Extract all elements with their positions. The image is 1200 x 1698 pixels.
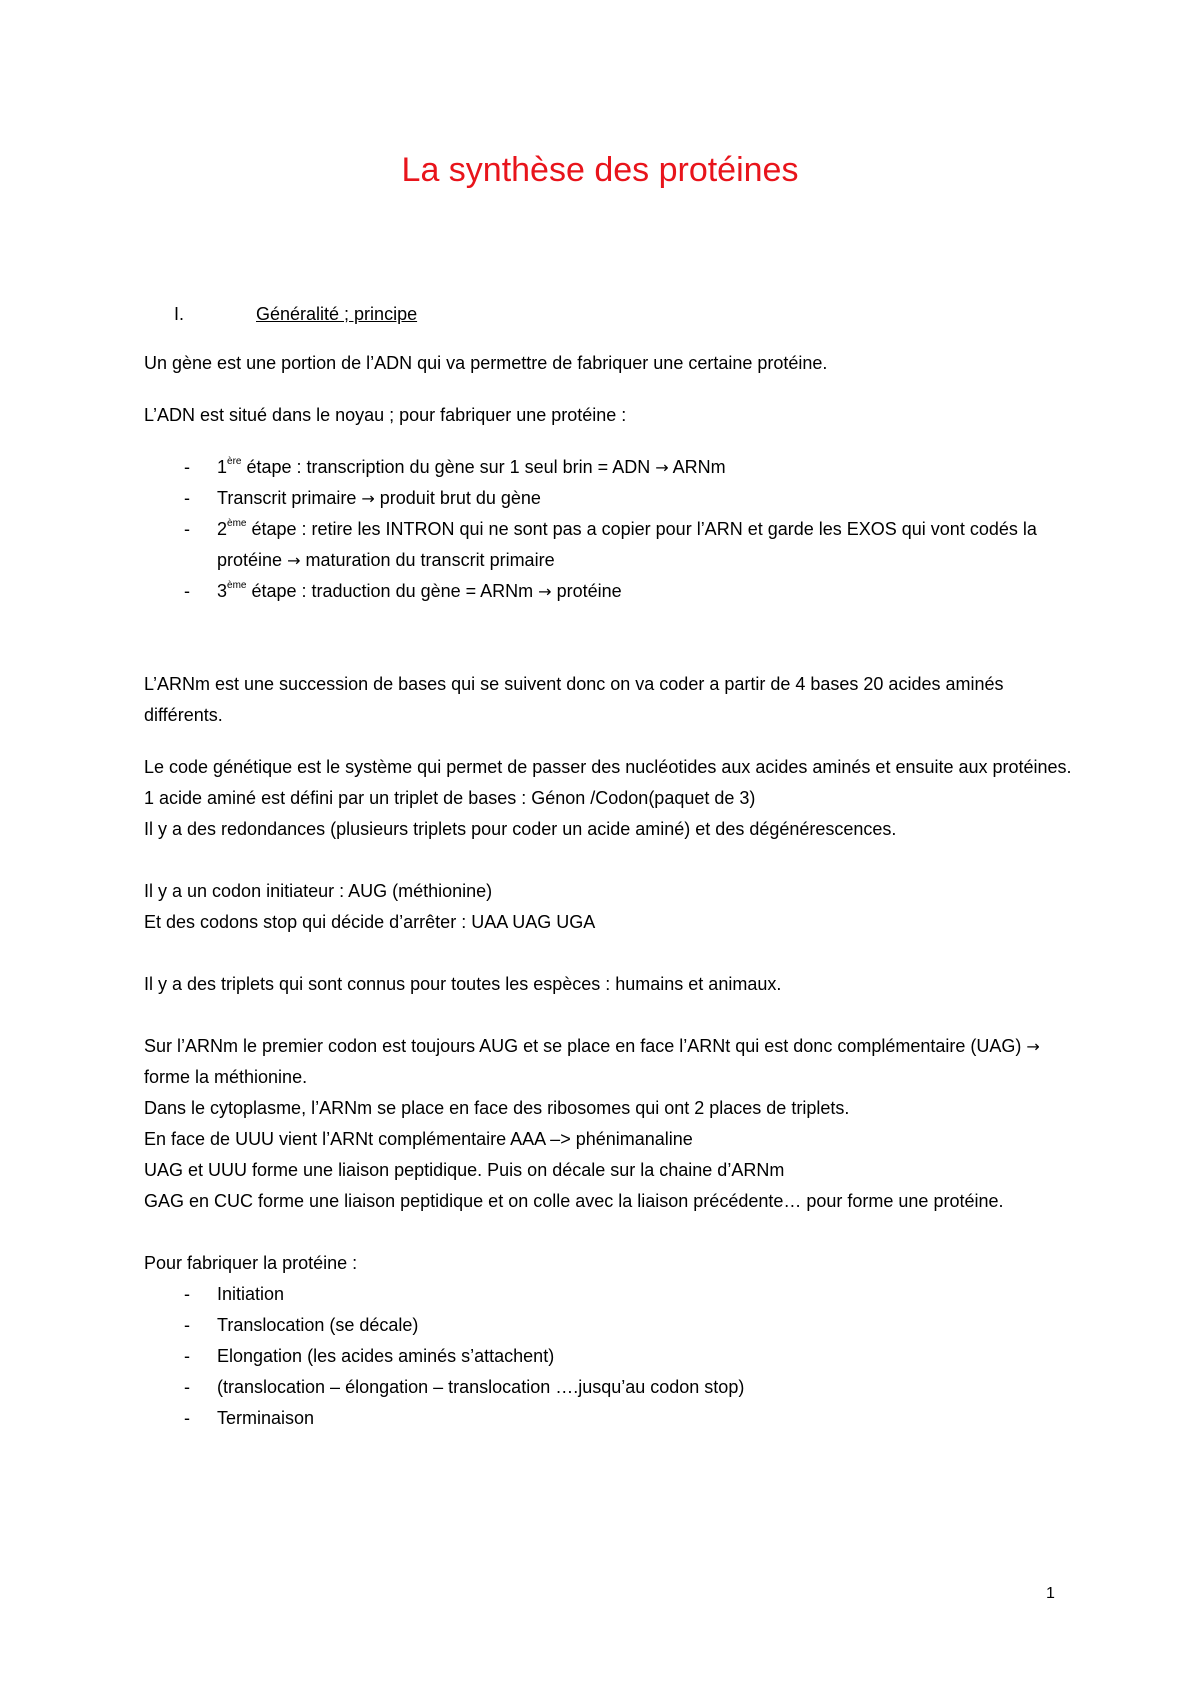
arrow-right-icon: → <box>655 458 669 477</box>
paragraph: Pour fabriquer la protéine : <box>144 1253 358 1273</box>
arrow-right-icon: → <box>538 582 552 601</box>
paragraph: Le code génétique est le système qui permet de passer des nucléotides aux acides aminés et ensuite aux protéines. <box>144 757 1072 777</box>
paragraph: GAG en CUC forme une liaison peptidique et on colle avec la liaison précédente… pour forme une protéine. <box>144 1191 1004 1211</box>
arrow-right-icon: → <box>361 489 375 508</box>
arrow-right-icon: → <box>1026 1037 1040 1056</box>
paragraph: Il y a des redondances (plusieurs triplets pour coder un acide aminé) et des dégénérescences. <box>144 819 897 839</box>
document-body <box>144 348 1074 1434</box>
paragraph: L’ARNm est une succession de bases qui se suivent donc on va coder a partir de 4 bases 20 acides aminés différents. <box>144 674 1004 725</box>
list-item: - Initiation <box>184 1284 285 1304</box>
paragraph: Il y a des triplets qui sont connus pour toutes les espèces : humains et animaux. <box>144 974 782 994</box>
paragraph: Sur l’ARNm le premier codon est toujours AUG et se place en face l’ARNt qui est donc complémentaire (UAG) → forme la méthionine. <box>144 1036 1040 1087</box>
translation-steps-list <box>144 1279 1074 1434</box>
list-item: - Translocation (se décale) <box>184 1315 419 1335</box>
list-item: - Transcrit primaire → produit brut du gène <box>184 488 541 508</box>
list-item: - Terminaison <box>184 1408 315 1428</box>
paragraph: Un gène est une portion de l’ADN qui va permettre de fabriquer une certaine protéine. <box>144 353 828 373</box>
steps-list <box>144 452 1074 607</box>
section-title: Généralité ; principe <box>256 304 418 324</box>
document-title: La synthèse des protéines <box>401 151 799 189</box>
paragraph: UAG et UUU forme une liaison peptidique. Puis on décale sur la chaine d’ARNm <box>144 1160 785 1180</box>
paragraph: Il y a un codon initiateur : AUG (méthionine) <box>144 881 493 901</box>
paragraph: Et des codons stop qui décide d’arrêter : UAA UAG UGA <box>144 912 596 932</box>
list-item: - 2ème étape : retire les INTRON qui ne sont pas a copier pour l’ARN et garde les EXOS qui vont codés la protéine → maturation du transcrit primaire <box>184 518 1037 570</box>
section-number: I. <box>174 304 185 324</box>
page-number: 1 <box>1046 1585 1055 1602</box>
paragraph: 1 acide aminé est défini par un triplet de bases : Génon /Codon(paquet de 3) <box>144 788 756 808</box>
paragraph: En face de UUU vient l’ARNt complémentaire AAA –> phénimanaline <box>144 1129 693 1149</box>
list-item: - Elongation (les acides aminés s’attachent) <box>184 1346 555 1366</box>
paragraph: Dans le cytoplasme, l’ARNm se place en face des ribosomes qui ont 2 places de triplets. <box>144 1098 850 1118</box>
list-item: - (translocation – élongation – translocation ….jusqu’au codon stop) <box>184 1377 745 1397</box>
paragraph: L’ADN est situé dans le noyau ; pour fabriquer une protéine : <box>144 405 627 425</box>
arrow-right-icon: → <box>287 551 301 570</box>
list-item: - 3ème étape : traduction du gène = ARNm → protéine <box>184 580 622 601</box>
list-item: - 1ère étape : transcription du gène sur 1 seul brin = ADN → ARNm <box>184 456 726 477</box>
